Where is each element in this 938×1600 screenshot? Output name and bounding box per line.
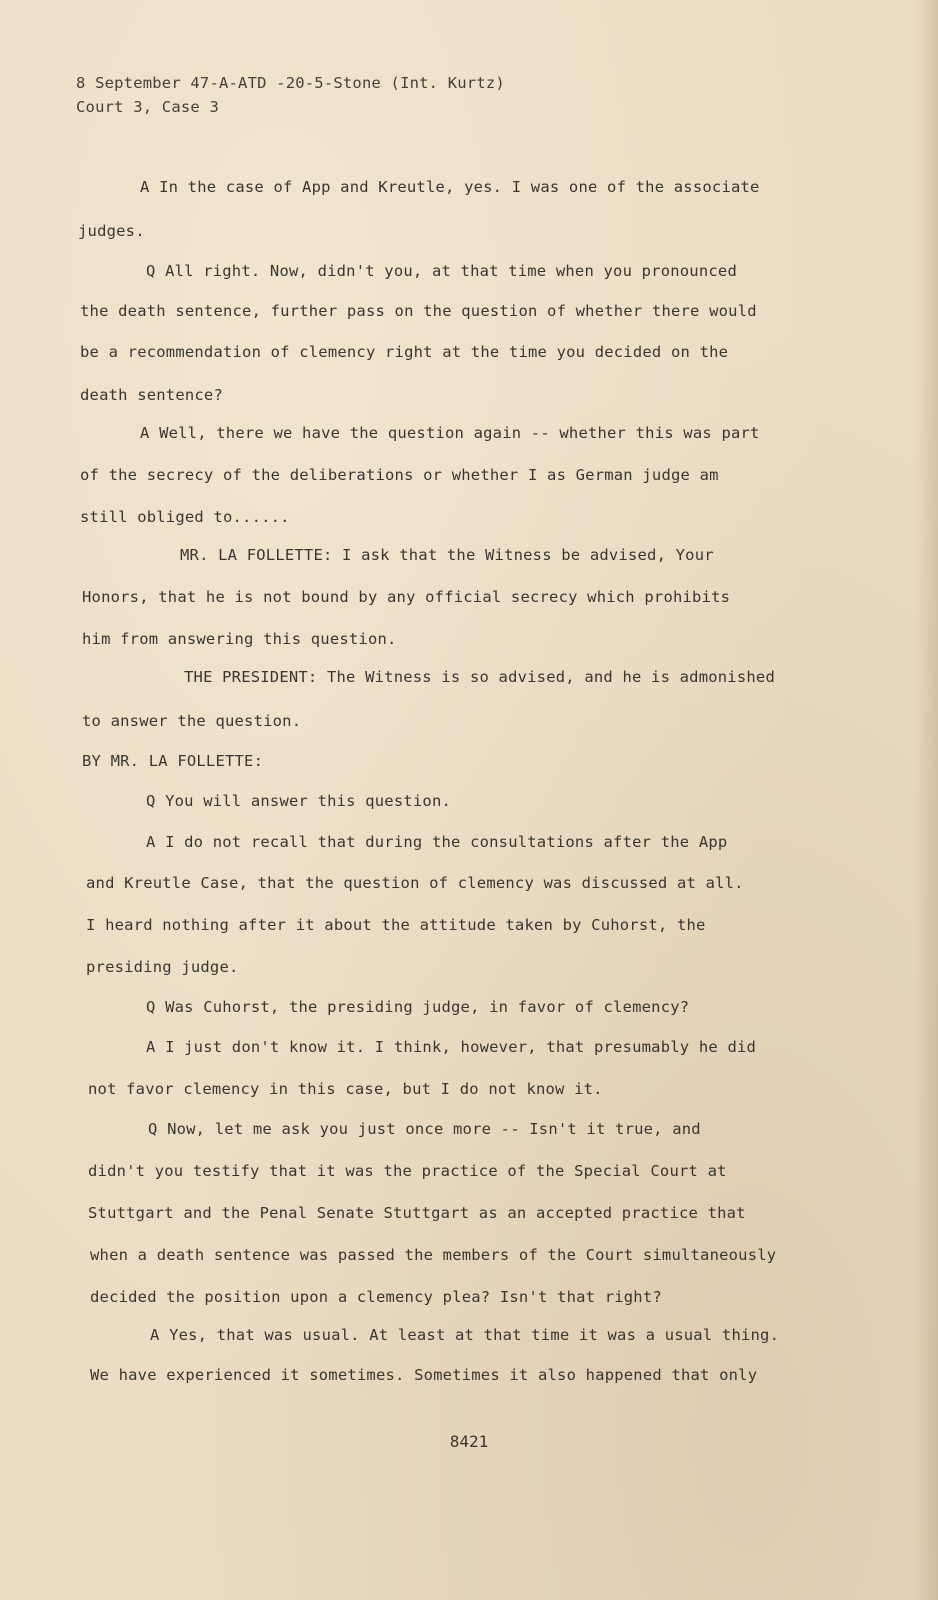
text-line: A I just don't know it. I think, however, that presumably he did [146, 1038, 757, 1056]
text-line: THE PRESIDENT: The Witness is so advised, and he is admonished [184, 668, 775, 686]
text-line: of the secrecy of the deliberations or whether I as German judge am [80, 466, 719, 484]
page-edge-shadow [914, 0, 938, 1600]
page-number: 8421 [449, 1432, 489, 1451]
text-line: Q Was Cuhorst, the presiding judge, in favor of clemency? [146, 998, 690, 1016]
text-line: A Yes, that was usual. At least at that time it was a usual thing. [150, 1326, 780, 1344]
text-line: A In the case of App and Kreutle, yes. I was one of the associate [140, 178, 760, 196]
header-line-2: Court 3, Case 3 [76, 98, 219, 116]
text-line: death sentence? [80, 386, 223, 404]
text-line: to answer the question. [82, 712, 302, 730]
text-line: MR. LA FOLLETTE: I ask that the Witness be advised, Your [180, 546, 714, 564]
text-line: and Kreutle Case, that the question of clemency was discussed at all. [86, 874, 744, 892]
text-line: decided the position upon a clemency plea? Isn't that right? [90, 1288, 662, 1306]
text-line: judges. [78, 222, 145, 240]
text-line: the death sentence, further pass on the question of whether there would [80, 302, 757, 320]
text-line: Q All right. Now, didn't you, at that time when you pronounced [146, 262, 737, 280]
text-line: A I do not recall that during the consultations after the App [146, 833, 728, 851]
text-line: A Well, there we have the question again -- whether this was part [140, 424, 760, 442]
text-line: BY MR. LA FOLLETTE: [82, 752, 264, 770]
text-line: Stuttgart and the Penal Senate Stuttgart as an accepted practice that [88, 1204, 746, 1222]
text-line: when a death sentence was passed the members of the Court simultaneously [90, 1246, 777, 1264]
text-line: didn't you testify that it was the practice of the Special Court at [88, 1162, 727, 1180]
text-line: be a recommendation of clemency right at the time you decided on the [80, 343, 729, 361]
header-line-1: 8 September 47-A-ATD -20-5-Stone (Int. Kurtz) [76, 74, 505, 92]
text-line: not favor clemency in this case, but I do not know it. [88, 1080, 603, 1098]
text-line: Q You will answer this question. [146, 792, 452, 810]
text-line: presiding judge. [86, 958, 239, 976]
text-line: We have experienced it sometimes. Sometimes it also happened that only [90, 1366, 758, 1384]
text-line: Q Now, let me ask you just once more -- Isn't it true, and [148, 1120, 701, 1138]
text-line: him from answering this question. [82, 630, 397, 648]
text-line: still obliged to...... [80, 508, 290, 526]
text-line: Honors, that he is not bound by any official secrecy which prohibits [82, 588, 731, 606]
text-line: I heard nothing after it about the attitude taken by Cuhorst, the [86, 916, 706, 934]
